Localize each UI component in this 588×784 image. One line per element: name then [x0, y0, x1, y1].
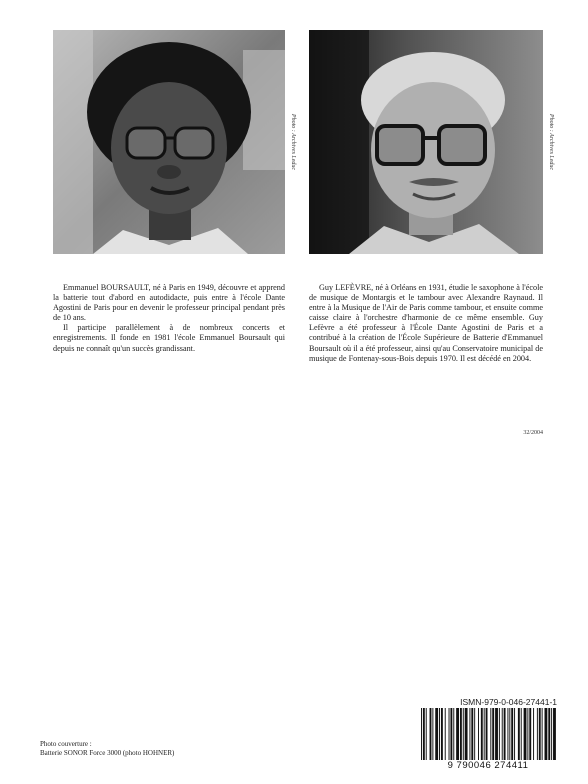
barcode-bar: [507, 708, 508, 764]
barcode-bar: [460, 708, 462, 764]
barcode-bar: [456, 708, 459, 764]
barcode-bar: [484, 708, 485, 764]
barcode-bar: [527, 708, 528, 764]
portrait-guy-lefevre: [309, 30, 543, 254]
barcode-bar: [450, 708, 452, 764]
barcode-bar: [490, 708, 491, 764]
barcode-bar: [430, 708, 432, 764]
barcode-bar: [533, 708, 534, 764]
barcode-bar: [551, 708, 552, 764]
barcode-bar: [545, 708, 548, 764]
barcode-bar: [441, 708, 443, 764]
barcode-digits: 9 790046 274411: [419, 760, 557, 771]
barcode-bar: [465, 708, 468, 764]
barcode-bar: [514, 708, 515, 764]
barcode-bar: [474, 708, 475, 764]
barcode-bar: [548, 708, 550, 764]
barcode-bar: [504, 708, 506, 764]
barcode-bar: [511, 708, 513, 764]
barcode-bar: [432, 708, 433, 764]
bio-paragraph: Guy LEFÈVRE, né à Orléans en 1931, étudie le saxophone à l'école de musique de Montargis et le tambour avec Alexandre Raynaud. Il entre à la Musique de l'Air de Paris comme tambour, et ensuite comme caisse claire à l'orchestre d'harmonie de ce même ensemble. Guy Lefèvre a été professeur à l'École Dante Agostini de Paris et a contribué à la création de l'École Supérieure de Batterie d'Emmanuel Boursault où il a été professeur, ainsi qu'au Conservatoire municipal de musique de Fontenay-sous-Bois depuis 1970. Il est décédé en 2004.: [309, 283, 543, 363]
portrait-emmanuel-boursault: [53, 30, 285, 254]
barcode-bar: [486, 708, 488, 764]
barcode-bar: [524, 708, 527, 764]
barcode-bar: [426, 708, 427, 764]
barcode-bar: [542, 708, 543, 764]
barcode-bar: [421, 708, 422, 764]
barcode-bar: [478, 708, 479, 764]
barcode-bar: [481, 708, 483, 764]
barcode-bar: [435, 708, 438, 764]
barcode-bar: [509, 708, 510, 764]
bio-paragraph: Emmanuel BOURSAULT, né à Paris en 1949, découvre et apprend la batterie tout d'abord en autodidacte, puis entre à l'école Dante Agostini de Paris pour en devenir le professeur principal pendant près de 10 ans.: [53, 283, 285, 323]
barcode-bar: [521, 708, 522, 764]
barcode-bar: [553, 708, 556, 764]
barcode-bar: [502, 708, 503, 764]
barcode-bar: [495, 708, 498, 764]
barcode-bar: [469, 708, 470, 764]
photo-credit-left: Photo : Archives Leduc: [290, 113, 296, 171]
barcode-bar: [449, 708, 450, 764]
barcode-bar: [539, 708, 541, 764]
photo-credit-right: Photo : Archives Leduc: [548, 113, 554, 171]
barcode-bar: [463, 708, 464, 764]
barcode-bar: [499, 708, 500, 764]
barcode: [419, 708, 557, 768]
barcode-bar: [529, 708, 531, 764]
bio-emmanuel-boursault: [53, 283, 285, 354]
barcode-bar: [492, 708, 494, 764]
ismn-number: ISMN-979-0-046-27441-1: [460, 697, 557, 707]
bio-paragraph: Il participe parallèlement à de nombreux concerts et enregistrements. Il fonde en 1981 l'école Emmanuel Boursault qui depuis ne connaît qu'un succès grandissant.: [53, 323, 285, 353]
bio-guy-lefevre: [309, 283, 543, 364]
barcode-bar: [423, 708, 425, 764]
cover-photo-note: Photo couverture : Batterie SONOR Force 3000 (photo HOHNER): [40, 740, 175, 757]
publication-reference: 32/2004: [523, 430, 543, 436]
barcode-bar: [518, 708, 520, 764]
barcode-bar: [445, 708, 446, 764]
barcode-bar: [471, 708, 473, 764]
barcode-bar: [439, 708, 440, 764]
barcode-bar: [453, 708, 454, 764]
barcode-bar: [537, 708, 538, 764]
